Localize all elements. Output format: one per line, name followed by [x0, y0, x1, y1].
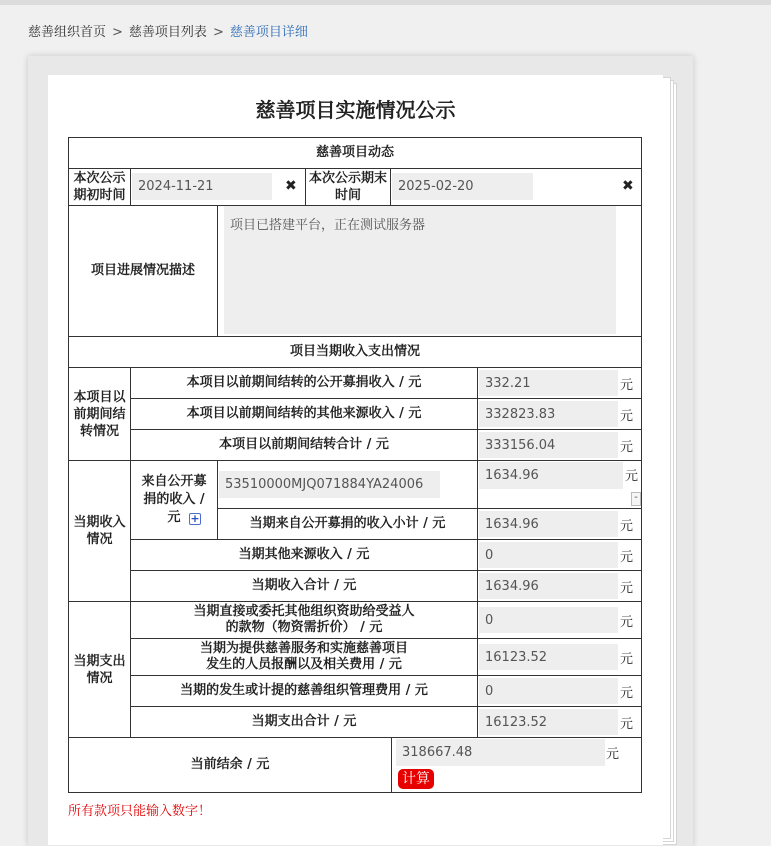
expense-row-label-line2: 的款物（物资需折价） / 元: [225, 620, 383, 635]
expense-row-label-line1: 当期直接或委托其他组织资助给受益人: [193, 604, 415, 619]
unit-label: 元: [620, 550, 634, 565]
section-dynamic-header: [68, 137, 642, 169]
unit-label: 元: [620, 686, 634, 701]
prior-other-input[interactable]: 332823.83: [479, 401, 618, 427]
income-row-label: [130, 539, 478, 571]
expense-row-label-line1: 当期为提供慈善服务和实施慈善项目: [199, 641, 408, 656]
prior-public-input[interactable]: 332.21: [479, 370, 618, 396]
prior-row-label: [130, 398, 478, 430]
calculate-button[interactable]: 计算: [398, 769, 434, 789]
income-row-label-text: 当期来自公开募捐的收入小计 / 元: [249, 516, 446, 531]
expense-group-label: [68, 601, 131, 738]
period-start-label: [68, 168, 131, 206]
expense-grant-input[interactable]: 0: [479, 607, 618, 633]
breadcrumb-separator: >: [212, 25, 224, 40]
expense-row-label: [130, 601, 478, 639]
progress-textarea[interactable]: 项目已搭建平台，正在测试服务器: [224, 206, 616, 334]
income-public-amount-input[interactable]: 1634.96: [479, 462, 623, 489]
period-end-label-text: 本次公示期末时间: [308, 171, 387, 203]
expense-total-input[interactable]: 16123.52: [479, 709, 618, 735]
income-public-code-input[interactable]: 53510000MJQ071884YA24006: [219, 471, 440, 498]
breadcrumb-separator: >: [112, 25, 123, 40]
unit-label: 元: [620, 378, 634, 393]
breadcrumb-current[interactable]: 慈善项目详细: [229, 25, 308, 40]
close-icon[interactable]: ✖: [285, 178, 297, 194]
unit-label: 元: [625, 469, 639, 484]
progress-label-text: 项目进展情况描述: [90, 263, 195, 278]
income-group-label-text: 当期收入情况: [73, 515, 126, 547]
income-row-label: [217, 508, 478, 540]
page-title: 慈善项目实施情况公示: [255, 98, 456, 122]
income-public-label: [130, 460, 218, 540]
remove-row-button[interactable]: -: [631, 492, 641, 506]
prior-row-label-text: 本项目以前期间结转的其他来源收入 / 元: [186, 406, 422, 421]
income-row-label-text: 当期其他来源收入 / 元: [238, 547, 370, 562]
balance-label: [68, 737, 392, 793]
breadcrumb-home[interactable]: 慈善组织首页: [28, 25, 107, 40]
income-total-input[interactable]: 1634.96: [479, 573, 618, 599]
plus-icon[interactable]: +: [190, 512, 200, 525]
section-income-expense-title: 项目当期收入支出情况: [289, 344, 420, 359]
expense-row-label-text: 当期的发生或计提的慈善组织管理费用 / 元: [180, 683, 428, 698]
expense-management-input[interactable]: 0: [479, 678, 618, 704]
section-dynamic-title: 慈善项目动态: [315, 145, 394, 160]
top-bar: [0, 0, 771, 5]
input-note: 所有款项只能输入数字！: [68, 804, 212, 819]
prior-group-label-text: 本项目以前期间结转情况: [73, 389, 126, 439]
unit-label: 元: [606, 747, 620, 762]
unit-label: 元: [620, 581, 634, 596]
unit-label: 元: [620, 717, 634, 732]
period-start-input[interactable]: 2024-11-21: [132, 173, 272, 200]
prior-row-label: [130, 367, 478, 399]
prior-row-label-text: 本项目以前期间结转的公开募捐收入 / 元: [186, 375, 422, 390]
period-end-input[interactable]: 2025-02-20: [392, 173, 533, 200]
section-income-expense-header: [68, 336, 642, 368]
unit-label: 元: [620, 409, 634, 424]
expense-row-label: [130, 675, 478, 707]
progress-label: [68, 205, 218, 337]
expense-row-label: [130, 706, 478, 738]
prior-row-label-text: 本项目以前期间结转合计 / 元: [219, 437, 389, 452]
expense-group-label-text: 当期支出情况: [73, 653, 126, 686]
expense-row-label-text: 当期支出合计 / 元: [251, 714, 357, 729]
income-public-label-text: 来自公开募捐的收入 / 元: [141, 474, 207, 525]
period-start-label-text: 本次公示期初时间: [73, 171, 126, 203]
unit-label: 元: [620, 440, 634, 455]
expense-service-input[interactable]: 16123.52: [479, 644, 618, 670]
unit-label: 元: [620, 519, 634, 534]
breadcrumb: [28, 21, 308, 40]
close-icon[interactable]: ✖: [622, 178, 634, 194]
prior-group-label: [68, 367, 131, 461]
unit-label: 元: [620, 615, 634, 630]
income-other-input[interactable]: 0: [479, 542, 618, 568]
balance-label-text: 当前结余 / 元: [190, 757, 270, 772]
income-group-label: [68, 460, 131, 602]
balance-input[interactable]: 318667.48: [396, 739, 605, 766]
period-end-label: [305, 168, 391, 206]
breadcrumb-list[interactable]: 慈善项目列表: [128, 25, 207, 40]
income-row-label: [130, 570, 478, 602]
expense-row-label: [130, 638, 478, 676]
prior-total-input[interactable]: 333156.04: [479, 432, 618, 458]
income-row-label-text: 当期收入合计 / 元: [251, 578, 357, 593]
expense-row-label-line2: 发生的人员报酬以及相关费用 / 元: [206, 657, 402, 672]
income-public-subtotal-input[interactable]: 1634.96: [479, 511, 618, 537]
unit-label: 元: [620, 652, 634, 667]
prior-row-label: [130, 429, 478, 461]
